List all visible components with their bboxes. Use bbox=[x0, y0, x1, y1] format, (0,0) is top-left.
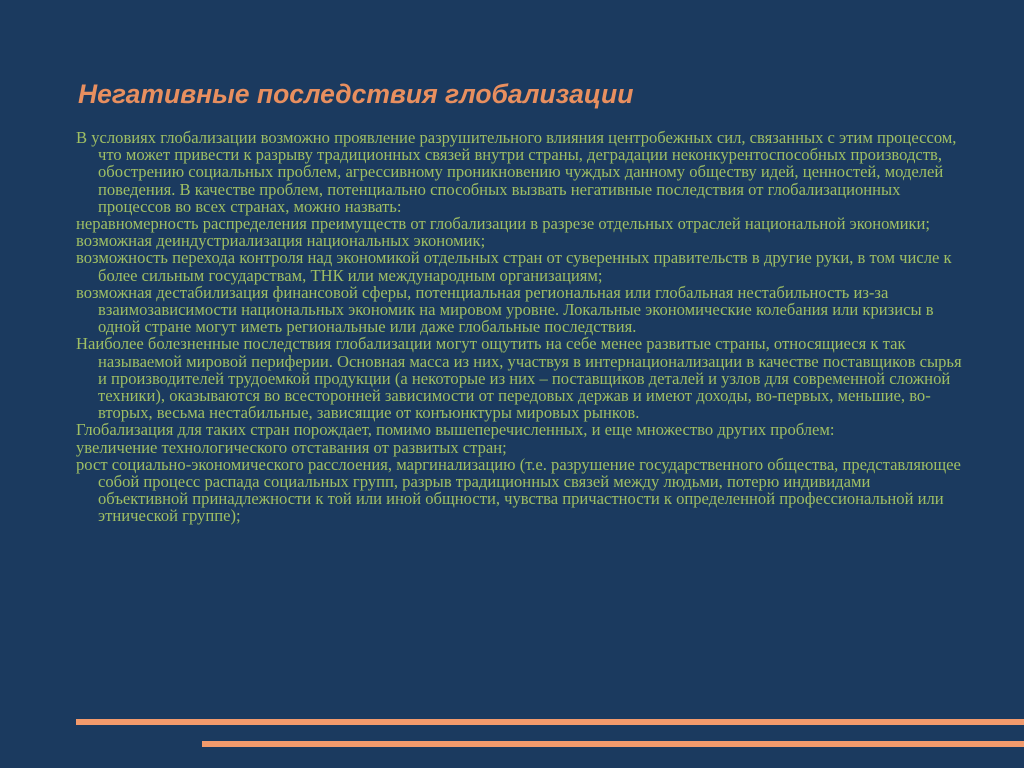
accent-bar-top bbox=[76, 719, 1024, 725]
list-item: неравномерность распределения преимуществ от глобализации в разрезе отдельных отраслей национальной экономики; bbox=[76, 214, 931, 234]
slide-body bbox=[76, 129, 964, 525]
paragraph-periphery: Наиболее болезненные последствия глобализации могут ощутить на себе менее развитые страны, относящиеся к так называемой мировой периферии. Основная масса из них, участвуя в интернационализации в качестве поставщиков сырья и производителей трудоемкой продукции (а некоторые из них – поставщиков деталей и узлов для современной сложной техники), оказываются во всесторонней зависимости от передовых держав и имеют доходы, во-первых, меньшие, во-вторых, весьма нестабильные, зависящие от конъюнктуры мировых рынков. bbox=[76, 334, 962, 423]
slide-title: Негативные последствия глобализации bbox=[78, 79, 634, 109]
list-item: возможность перехода контроля над экономикой отдельных стран от суверенных правительств в другие руки, в том числе к более сильным государствам, ТНК или международным организациям; bbox=[76, 248, 952, 285]
list-item: возможная дестабилизация финансовой сферы, потенциальная региональная или глобальная нестабильность из-за взаимозависимости национальных экономик на мировом уровне. Локальные экономические колебания или кризисы в одной стране могут иметь региональные или даже глобальные последствия. bbox=[76, 282, 934, 337]
accent-bar-bottom bbox=[202, 741, 1024, 747]
list-item: возможная деиндустриализация национальных экономик; bbox=[76, 231, 486, 251]
paragraph-intro: В условиях глобализации возможно проявление разрушительного влияния центробежных сил, связанных с этим процессом, что может привести к разрыву традиционных связей внутри страны, деградации неконкурентоспособных производств, обострению социальных проблем, агрессивному проникновению чуждых данному обществу идей, ценностей, моделей поведения. В качестве проблем, потенциально способных вызвать негативные последствия от глобализационных процессов во всех странах, можно назвать: bbox=[76, 128, 957, 216]
list-item: рост социально-экономического расслоения, маргинализацию (т.е. разрушение государственного общества, представляющее собой процесс распада социальных групп, разрыв традиционных связей между людьми, потерю индивидами объективной принадлежности к той или иной общности, чувства причастности к определенной профессиональной или этнической группе); bbox=[76, 454, 961, 526]
paragraph-problems: Глобализация для таких стран порождает, помимо вышеперечисленных, и еще множество других проблем: bbox=[76, 420, 835, 440]
list-item: увеличение технологического отставания от развитых стран; bbox=[76, 437, 507, 457]
